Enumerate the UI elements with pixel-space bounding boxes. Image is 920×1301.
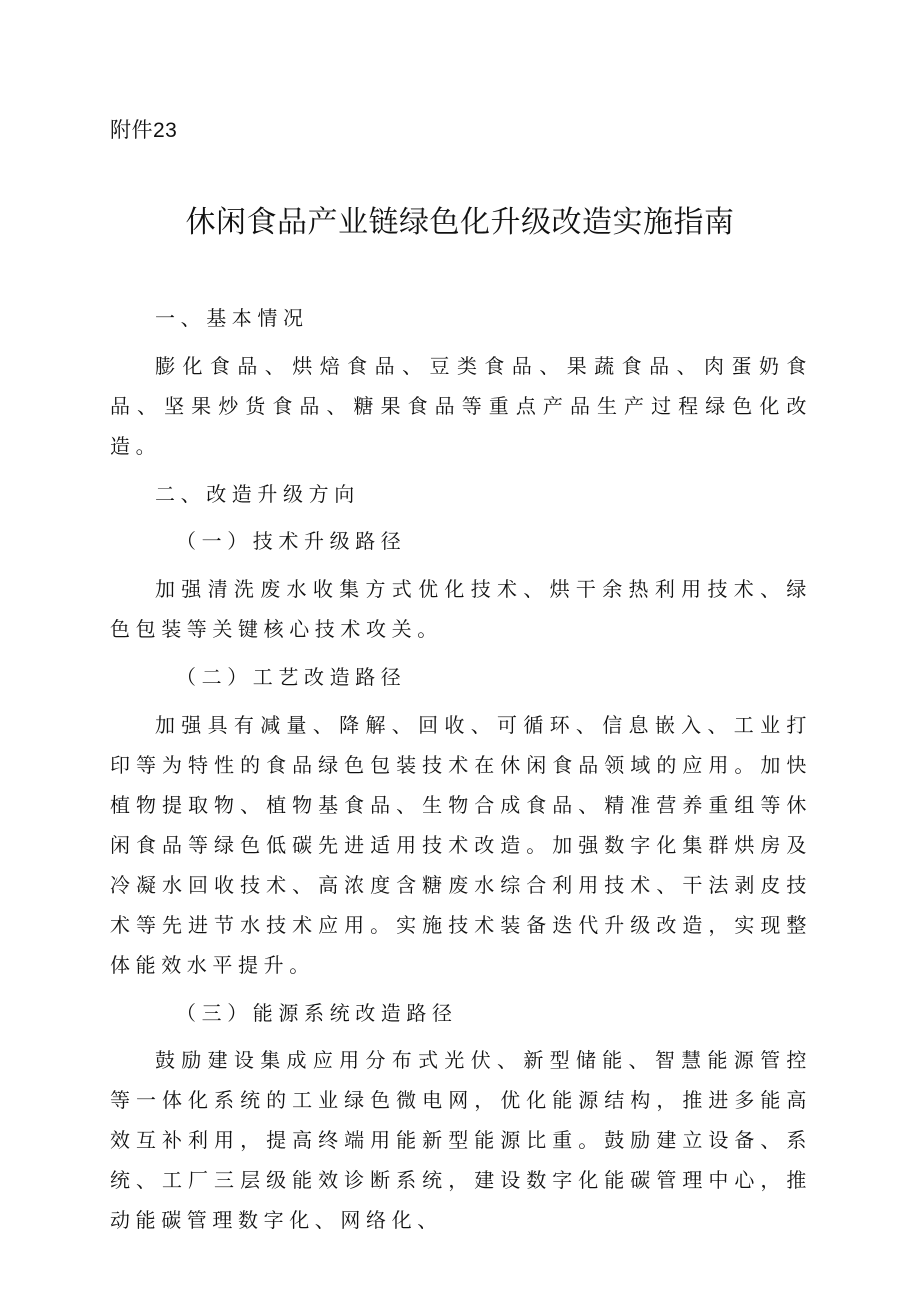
section-heading-basic-situation: 一、基本情况 — [155, 306, 309, 330]
paragraph-energy-system-path: 鼓励建设集成应用分布式光伏、新型储能、智慧能源管控等一体化系统的工业绿色微电网，优化能源结构，推进多能高效互补利用，提高终端用能新型能源比重。鼓励建立设备、系统、工厂三层级能效诊断系统，建设数字化能碳管理中心，推动能碳管理数字化、网络化、 — [110, 1048, 812, 1233]
subheading-energy-system-path: （三）能源系统改造路径 — [176, 1000, 458, 1025]
paragraph-process-path: 加强具有减量、降解、回收、可循环、信息嵌入、工业打印等为特性的食品绿色包装技术在休闲食品领域的应用。加快植物提取物、植物基食品、生物合成食品、精准营养重组等休闲食品等绿色低碳先进适用技术改造。加强数字化集群烘房及冷凝水回收技术、高浓度含糖废水综合利用技术、干法剥皮技术等先进节水技术应用。实施技术装备迭代升级改造，实现整体能效水平提升。 — [110, 712, 812, 977]
attachment-label: 附件23 — [110, 119, 178, 142]
paragraph-scope: 膨化食品、烘焙食品、豆类食品、果蔬食品、肉蛋奶食品、坚果炒货食品、糖果食品等重点产品生产过程绿色化改造。 — [110, 353, 812, 458]
paragraph-technology-path: 加强清洗废水收集方式优化技术、烘干余热利用技术、绿色包装等关键核心技术攻关。 — [110, 577, 812, 642]
document-title: 休闲食品产业链绿色化升级改造实施指南 — [185, 205, 735, 240]
document-body — [110, 298, 812, 1248]
subheading-technology-path: （一）技术升级路径 — [176, 529, 407, 554]
subheading-process-path: （二）工艺改造路径 — [176, 664, 407, 689]
section-heading-upgrade-direction: 二、改造升级方向 — [155, 481, 360, 506]
